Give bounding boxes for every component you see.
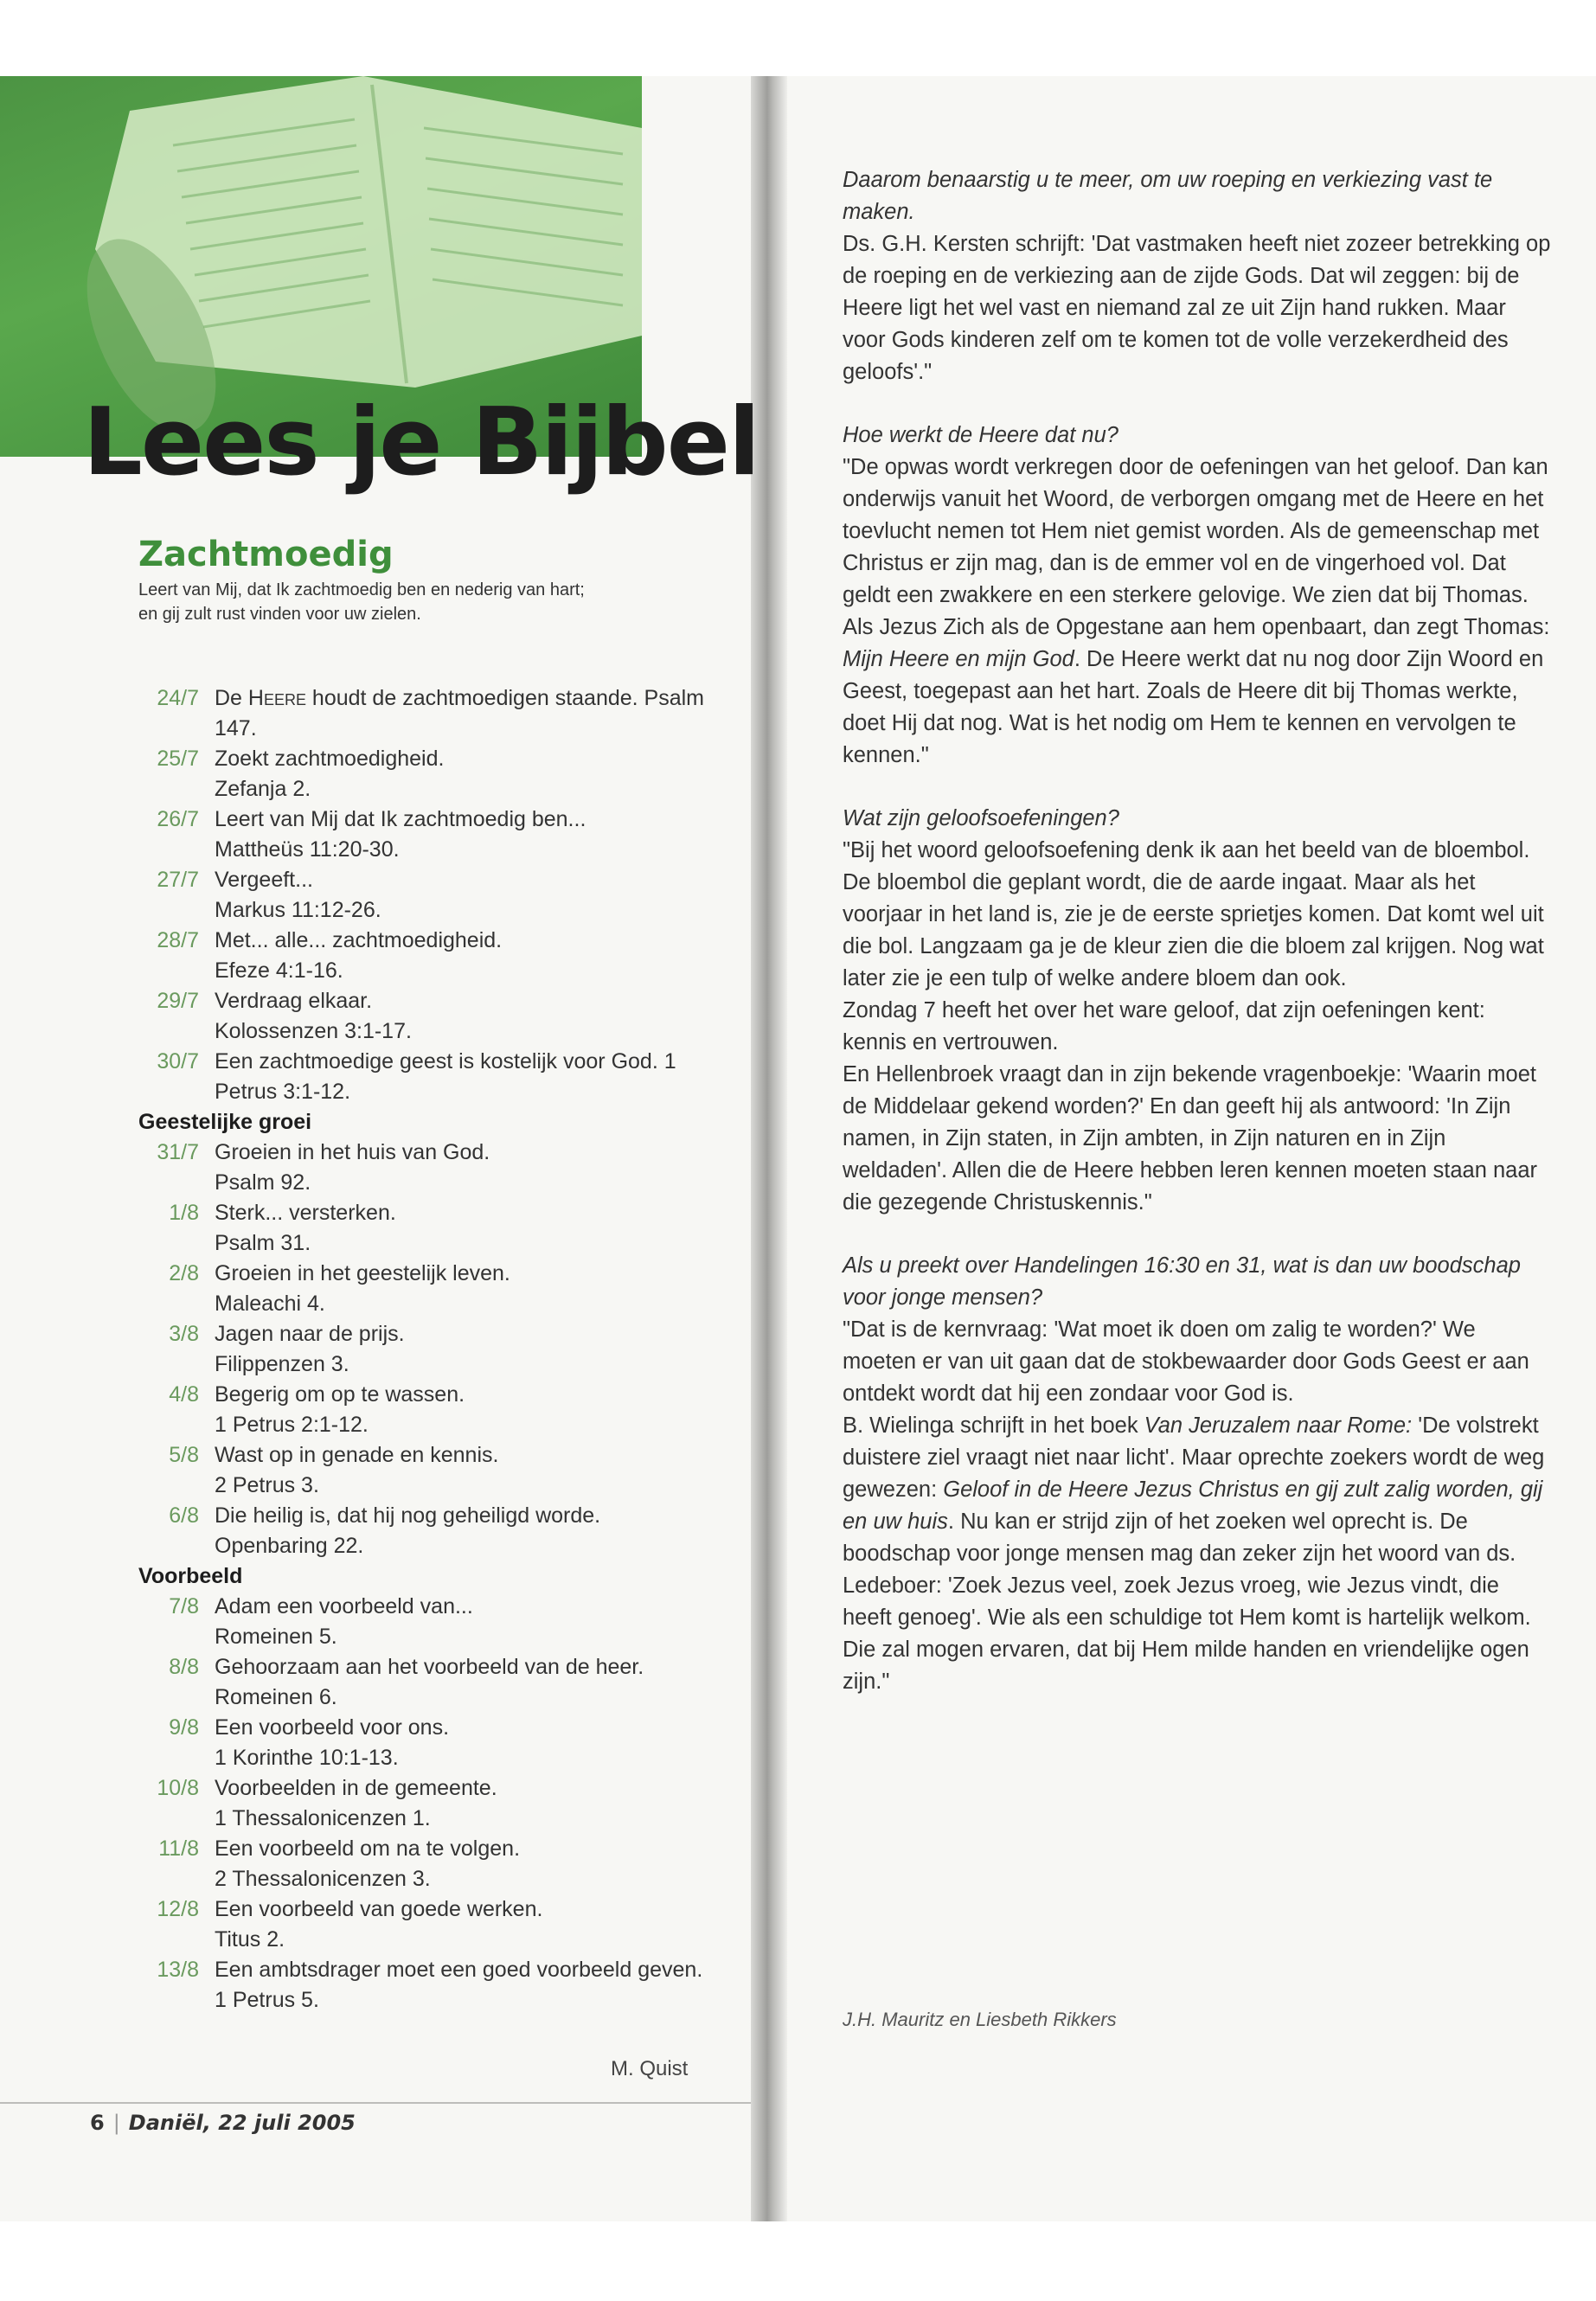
list-item: 5/8 Wast op in genade en kennis. 2 Petrus 3.: [169, 1443, 499, 1497]
intro-line-1: Leert van Mij, dat Ik zachtmoedig ben en nederig van hart;: [138, 580, 585, 599]
list-item: 24/7 De Heere houdt de zachtmoedigen staande. Psalm 147.: [138, 683, 709, 744]
list-item: 28/7 Met... alle... zachtmoedigheid. Efeze 4:1-16.: [157, 928, 503, 983]
entry-date: 24/7: [157, 686, 199, 710]
paragraph: Wat zijn geloofsoefeningen? "Bij het woord geloofsoefening denk ik aan het beeld van de bloembol. De bloembol die geplant wordt, die de aarde ingaat. Maar als het voorjaar in het land is, zie je de eerste sprietjes komen. Dat komt wel uit die bol. Langzaam ga je de kleur zien die die bloem zal krijgen. Nog wat later zie je een tulp of welke andere bloem dan ook. Zondag 7 heeft het over het ware geloof, dat zijn oefeningen kent: kennis en vertrouwen. En Hellenbroek vraagt dan in zijn bekende vragenboekje: 'Waarin moet de Middelaar gekend worden?' En dan geeft hij als antwoord: 'In Zijn namen, in Zijn staten, in Zijn ambten, in Zijn naturen en in Zijn weldaden'. Allen die de Heere hebben leren kennen moeten staan naar die gezegende Christuskennis.": [843, 806, 1544, 1215]
list-item: 10/8 Voorbeelden in de gemeente. 1 Thessalonicenzen 1.: [157, 1776, 497, 1830]
list-item: 7/8 Adam een voorbeeld van... Romeinen 5.: [169, 1594, 473, 1649]
page-footer: [90, 2111, 356, 2135]
intro-line-2: en gij zult rust vinden voor uw zielen.: [138, 605, 421, 624]
list-item: 31/7 Groeien in het huis van God. Psalm 92.: [157, 1140, 490, 1195]
paragraph: Hoe werkt de Heere dat nu? "De opwas wordt verkregen door de oefeningen van het geloof. Dan kan onderwijs vanuit het Woord, de verborgen omgang met de Heere en het toevlucht nemen tot Hem niet gemist worden. Als de gemeenschap met Christus er zijn mag, dan is de emmer vol en de vingerhoed vol. Dat geldt een zwakkere en een sterkere gelovige. We zien dat bij Thomas. Als Jezus Zich als de Opgestane aan hem openbaart, dan zegt Thomas: Mijn Heere en mijn God. De Heere werkt dat nu nog door Zijn Woord en Geest, toegepast aan het hart. Zoals de Heere dit bij Thomas werkte, doet Hij dat nog. Wat is het nodig om Hem te kennen en vervolgen te kennen.": [843, 423, 1550, 767]
page-number: 6: [90, 2111, 105, 2135]
list-item: 30/7 Een zachtmoedige geest is kostelijk voor God. 1 Petrus 3:1-12.: [157, 1049, 676, 1104]
list-item: 12/8 Een voorbeeld van goede werken. Titus 2.: [157, 1897, 543, 1952]
footer-separator: |: [112, 2111, 120, 2135]
column-title: Lees je Bijbel: [83, 388, 759, 497]
list-item: 11/8 Een voorbeeld om na te volgen. 2 Thessalonicenzen 3.: [158, 1836, 521, 1891]
paragraph: Daarom benaarstig u te meer, om uw roeping en verkiezing vast te maken. Ds. G.H. Kersten schrijft: 'Dat vastmaken heeft niet zozeer betrekking op de roeping en de verkiezing aan de zijde Gods. Dat wil zeggen: bij de Heere ligt het wel vast en niemand zal ze uit Zijn hand rukken. Maar voor Gods kinderen zelf om te komen tot de volle verzekerdheid des geloofs'.": [843, 168, 1551, 384]
category-heading: Voorbeeld: [138, 1564, 243, 1588]
left-author: M. Quist: [611, 2057, 689, 2080]
question: Hoe werkt de Heere dat nu?: [843, 423, 1118, 447]
question: Wat zijn geloofsoefeningen?: [843, 806, 1119, 830]
list-item: 26/7 Leert van Mij dat Ik zachtmoedig ben... Mattheüs 11:20-30.: [157, 807, 586, 862]
list-item: 8/8 Gehoorzaam aan het voorbeeld van de heer. Romeinen 6.: [169, 1655, 644, 1709]
intro-text: [138, 578, 692, 626]
interview-column: [843, 164, 1554, 1729]
right-signature: J.H. Mauritz en Liesbeth Rikkers: [843, 2009, 1117, 2030]
paragraph: Als u preekt over Handelingen 16:30 en 31, wat is dan uw boodschap voor jonge mensen? "Dat is de kernvraag: 'Wat moet ik doen om zalig te worden?' We moeten er van uit gaan dat de stokbewaarder door Gods Geest er aan ontdekt wordt dat hij een zondaar voor God is. B. Wielinga schrijft in het boek Van Jeruzalem naar Rome: 'De volstrekt duistere ziel vraagt niet naar licht'. Maar oprechte zoekers wordt de weg gewezen: Geloof in de Heere Jezus Christus en gij zult zalig worden, gij en uw huis. Nu kan er strijd zijn of het zoeken wel oprecht is. De boodschap voor jonge mensen mag dan zeker zijn het woord van ds. Ledeboer: 'Zoek Jezus veel, zoek Jezus vroeg, wie Jezus vindt, die heeft genoeg'. Wie als een schuldige tot Hem komt is hartelijk welkom. Die zal mogen ervaren, dat bij Hem milde handen en vriendelijke ogen zijn.": [843, 1253, 1545, 1694]
reading-schedule: [138, 683, 709, 2016]
question: Als u preekt over Handelingen 16:30 en 31, wat is dan uw boodschap voor jonge mensen?: [843, 1253, 1521, 1310]
list-item: 29/7 Verdraag elkaar. Kolossenzen 3:1-17.: [157, 989, 412, 1043]
list-item: 2/8 Groeien in het geestelijk leven. Maleachi 4.: [169, 1261, 510, 1316]
list-item: 6/8 Die heilig is, dat hij nog geheiligd worde. Openbaring 22.: [169, 1503, 601, 1558]
list-item: 25/7 Zoekt zachtmoedigheid. Zefanja 2.: [157, 747, 445, 801]
footer-divider: [0, 2102, 751, 2104]
list-item: 4/8 Begerig om op te wassen. 1 Petrus 2:1-12.: [169, 1382, 465, 1437]
list-item: 3/8 Jagen naar de prijs. Filippenzen 3.: [169, 1322, 405, 1376]
section-title: Zachtmoedig: [138, 535, 394, 574]
list-item: 13/8 Een ambtsdrager moet een goed voorbeeld geven. 1 Petrus 5.: [157, 1958, 703, 2012]
list-item: 9/8 Een voorbeeld voor ons. 1 Korinthe 10:1-13.: [169, 1715, 450, 1770]
list-item: 1/8 Sterk... versterken. Psalm 31.: [169, 1201, 396, 1255]
publication-line: Daniël, 22 juli 2005: [128, 2111, 356, 2135]
list-item: 27/7 Vergeeft... Markus 11:12-26.: [157, 868, 381, 922]
category-heading: Geestelijke groei: [138, 1110, 312, 1134]
